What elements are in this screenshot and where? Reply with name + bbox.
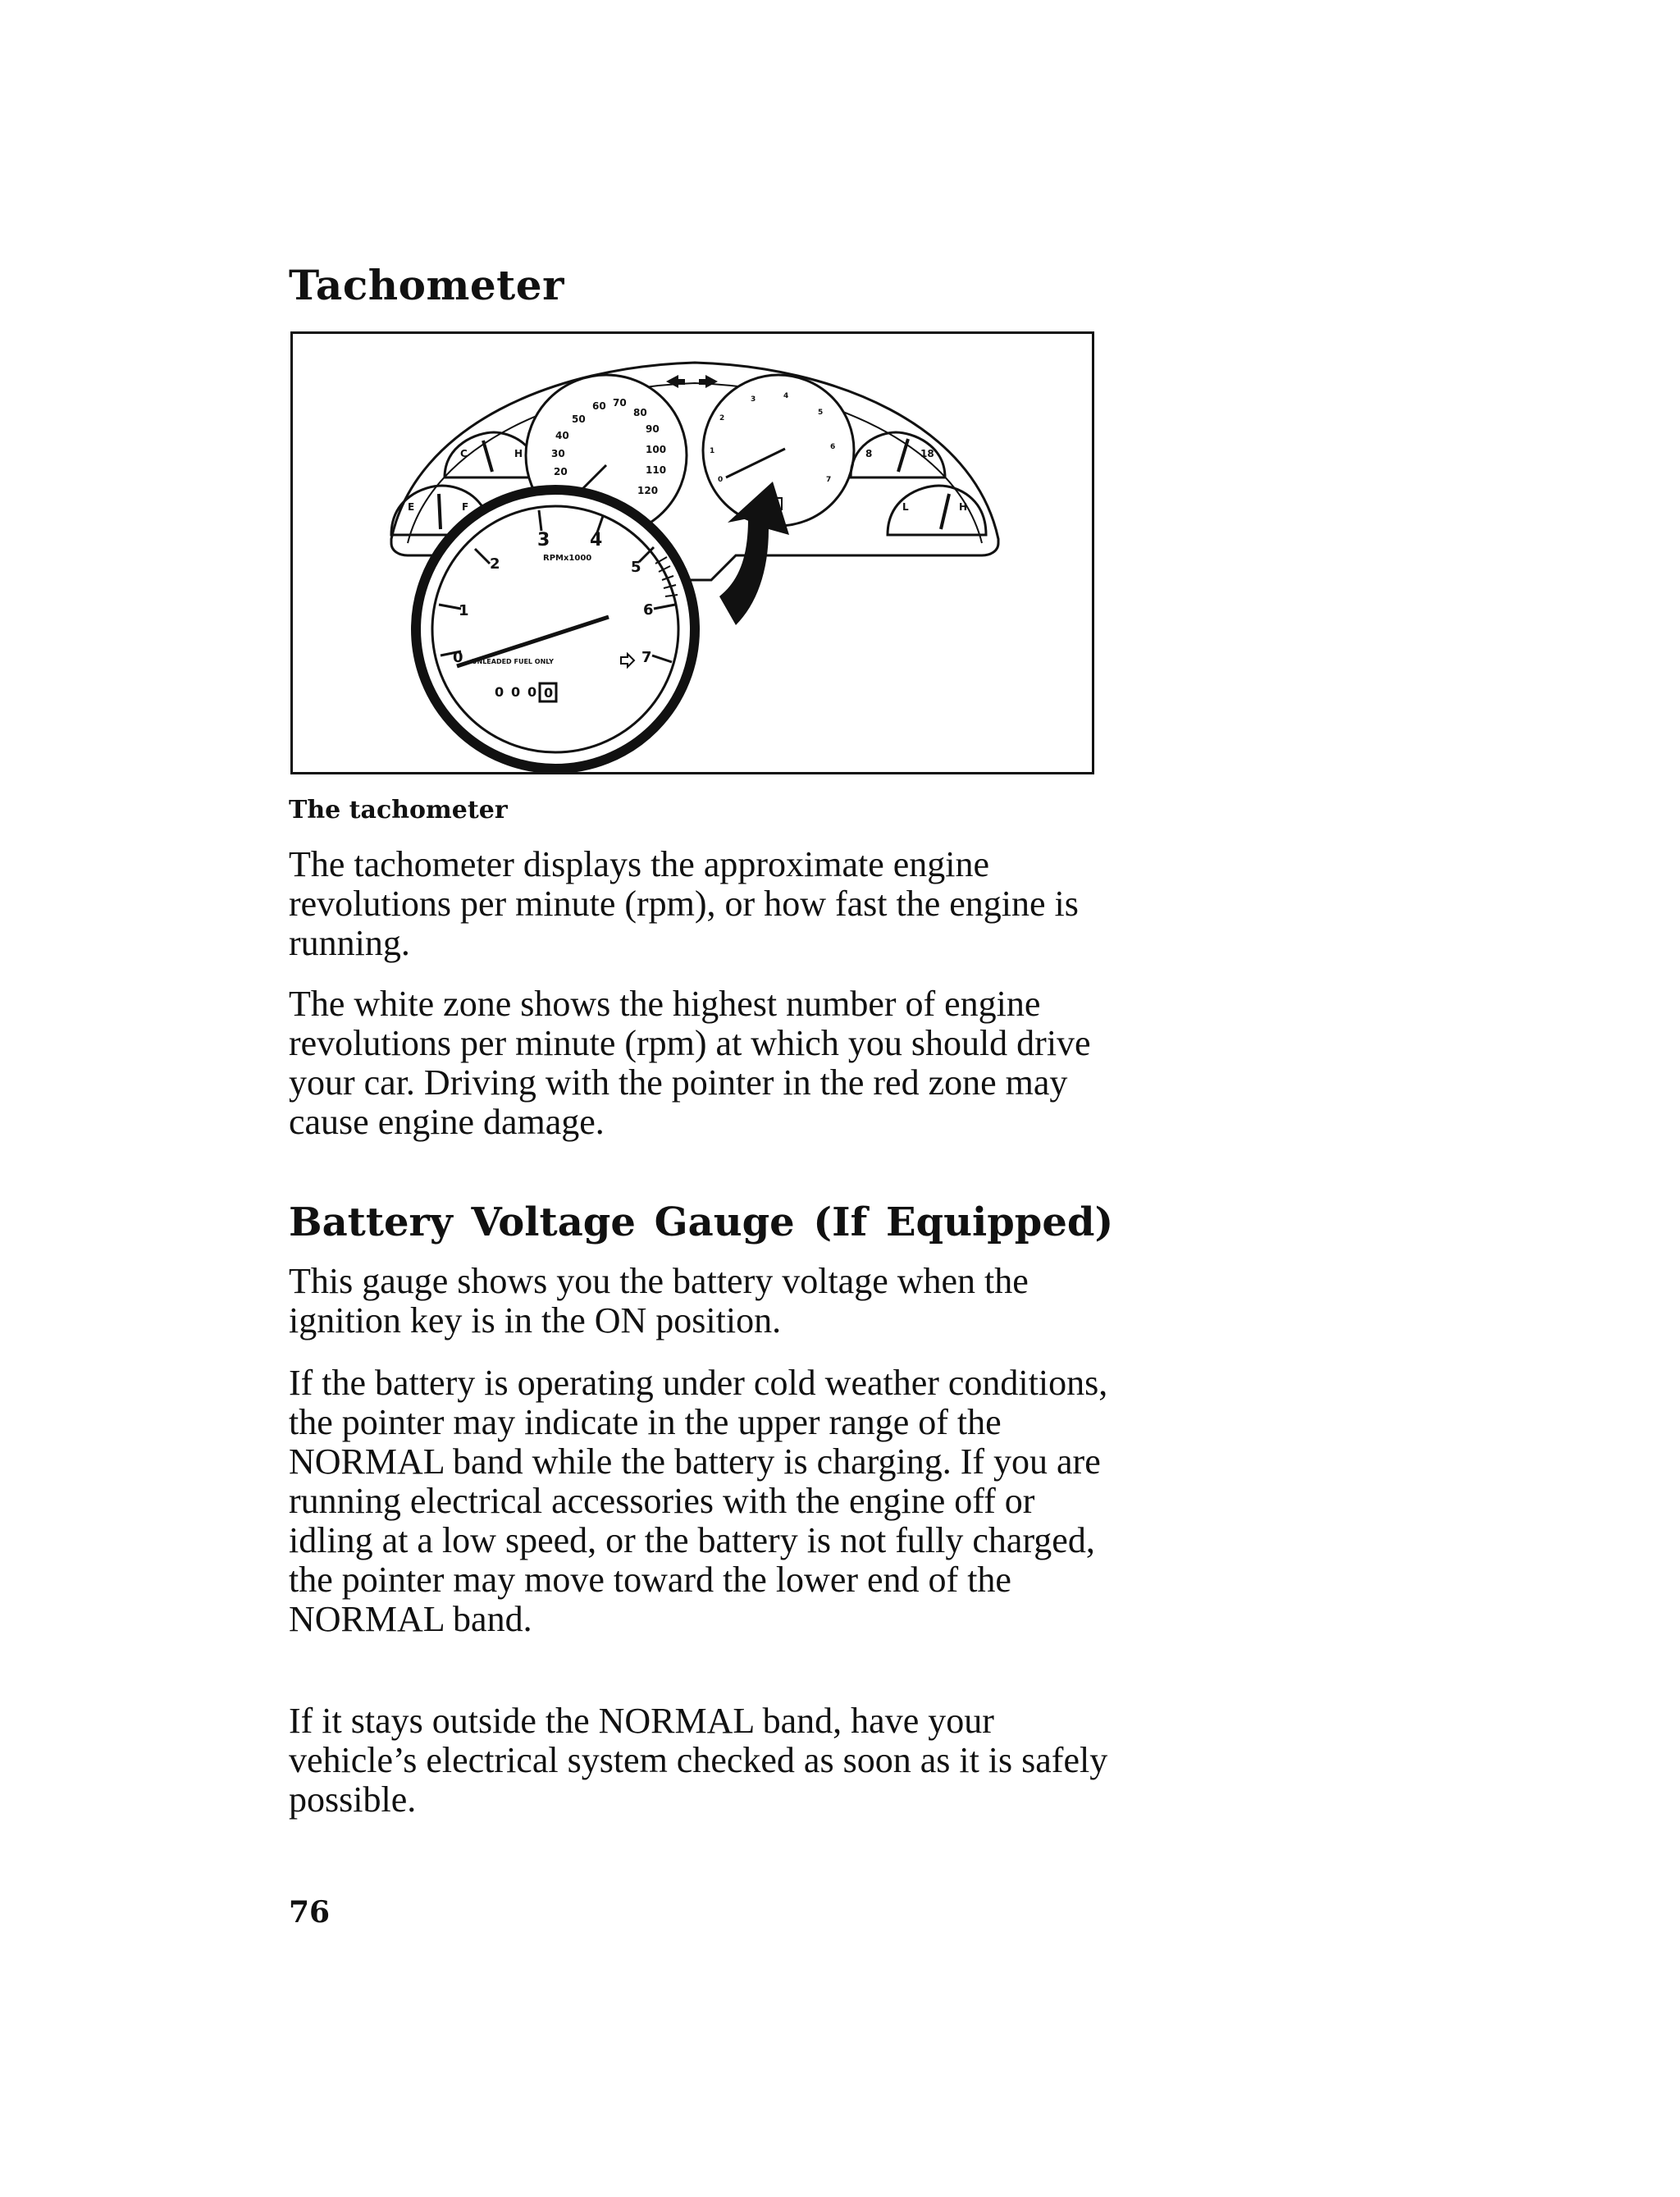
svg-text:3: 3 <box>537 530 550 550</box>
left-turn-arrow-icon <box>666 375 685 388</box>
svg-text:2: 2 <box>719 414 725 422</box>
svg-text:7: 7 <box>641 649 652 666</box>
svg-text:20: 20 <box>554 466 568 477</box>
svg-text:1: 1 <box>710 447 715 455</box>
svg-text:0: 0 <box>544 685 554 701</box>
enlarged-tachometer <box>416 490 695 769</box>
fuel-notice-label: UNLEADED FUEL ONLY <box>472 658 554 665</box>
rpm-unit-label: RPMx1000 <box>543 554 592 563</box>
instrument-cluster-illustration <box>293 334 1097 777</box>
paragraph-2: The white zone shows the highest number of engine revolutions per minute (rpm) at which you should drive your car. Driving with the pointer in the red zone may cause engine damage. <box>289 984 1091 1142</box>
section-heading: Battery Voltage Gauge (If Equipped) <box>289 1199 1114 1245</box>
paragraph-1: The tachometer displays the approximate engine revolutions per minute (rpm), or how fast the engine is running. <box>289 844 1079 963</box>
svg-text:1: 1 <box>459 602 469 619</box>
svg-text:0: 0 <box>527 684 537 700</box>
svg-text:5: 5 <box>631 559 641 576</box>
svg-text:120: 120 <box>637 485 659 496</box>
temp-low-label: C <box>460 448 468 459</box>
temp-high-label: H <box>514 448 523 459</box>
svg-text:30: 30 <box>551 448 565 459</box>
svg-text:0: 0 <box>495 684 504 700</box>
svg-text:100: 100 <box>646 444 667 455</box>
svg-text:6: 6 <box>643 601 654 619</box>
page-number: 76 <box>289 1895 331 1930</box>
svg-text:0: 0 <box>453 649 463 666</box>
svg-text:3: 3 <box>751 395 756 404</box>
svg-text:4: 4 <box>590 530 603 550</box>
paragraph-5: If it stays outside the NORMAL band, have your vehicle’s electrical system checked as soon as it is safely possible. <box>289 1701 1108 1820</box>
paragraph-4: If the battery is operating under cold weather conditions, the pointer may indicate in the upper range of the NORMAL band while the battery is charging. If you are running electrical accessories with the engine off or idling at a low speed, or the battery is not fully charged, the pointer may move toward the lower end of the NORMAL band. <box>289 1363 1108 1639</box>
fuel-high-label: F <box>462 501 469 513</box>
svg-text:80: 80 <box>633 407 647 418</box>
volt-high-label: 18 <box>920 448 934 459</box>
svg-text:0: 0 <box>511 684 521 700</box>
svg-text:50: 50 <box>572 413 586 425</box>
fuel-low-label: E <box>408 501 415 513</box>
svg-text:4: 4 <box>783 392 789 400</box>
svg-text:2: 2 <box>490 555 500 573</box>
oil-high-label: H <box>959 501 968 513</box>
svg-text:0: 0 <box>718 476 724 484</box>
svg-text:90: 90 <box>646 423 660 435</box>
tachometer-figure <box>290 331 1094 774</box>
svg-text:60: 60 <box>592 400 606 412</box>
svg-text:7: 7 <box>826 476 832 484</box>
figure-caption: The tachometer <box>289 796 508 824</box>
volt-low-label: 8 <box>865 448 873 459</box>
oil-pressure-gauge <box>888 486 986 535</box>
svg-text:70: 70 <box>613 397 627 409</box>
svg-text:6: 6 <box>830 443 836 451</box>
right-turn-arrow-icon <box>699 375 718 388</box>
page-title: Tachometer <box>289 261 564 309</box>
paragraph-3: This gauge shows you the battery voltage when the ignition key is in the ON position. <box>289 1261 1029 1341</box>
svg-text:40: 40 <box>555 430 569 441</box>
svg-text:5: 5 <box>818 409 824 417</box>
oil-low-label: L <box>902 501 909 513</box>
svg-text:110: 110 <box>646 464 667 476</box>
